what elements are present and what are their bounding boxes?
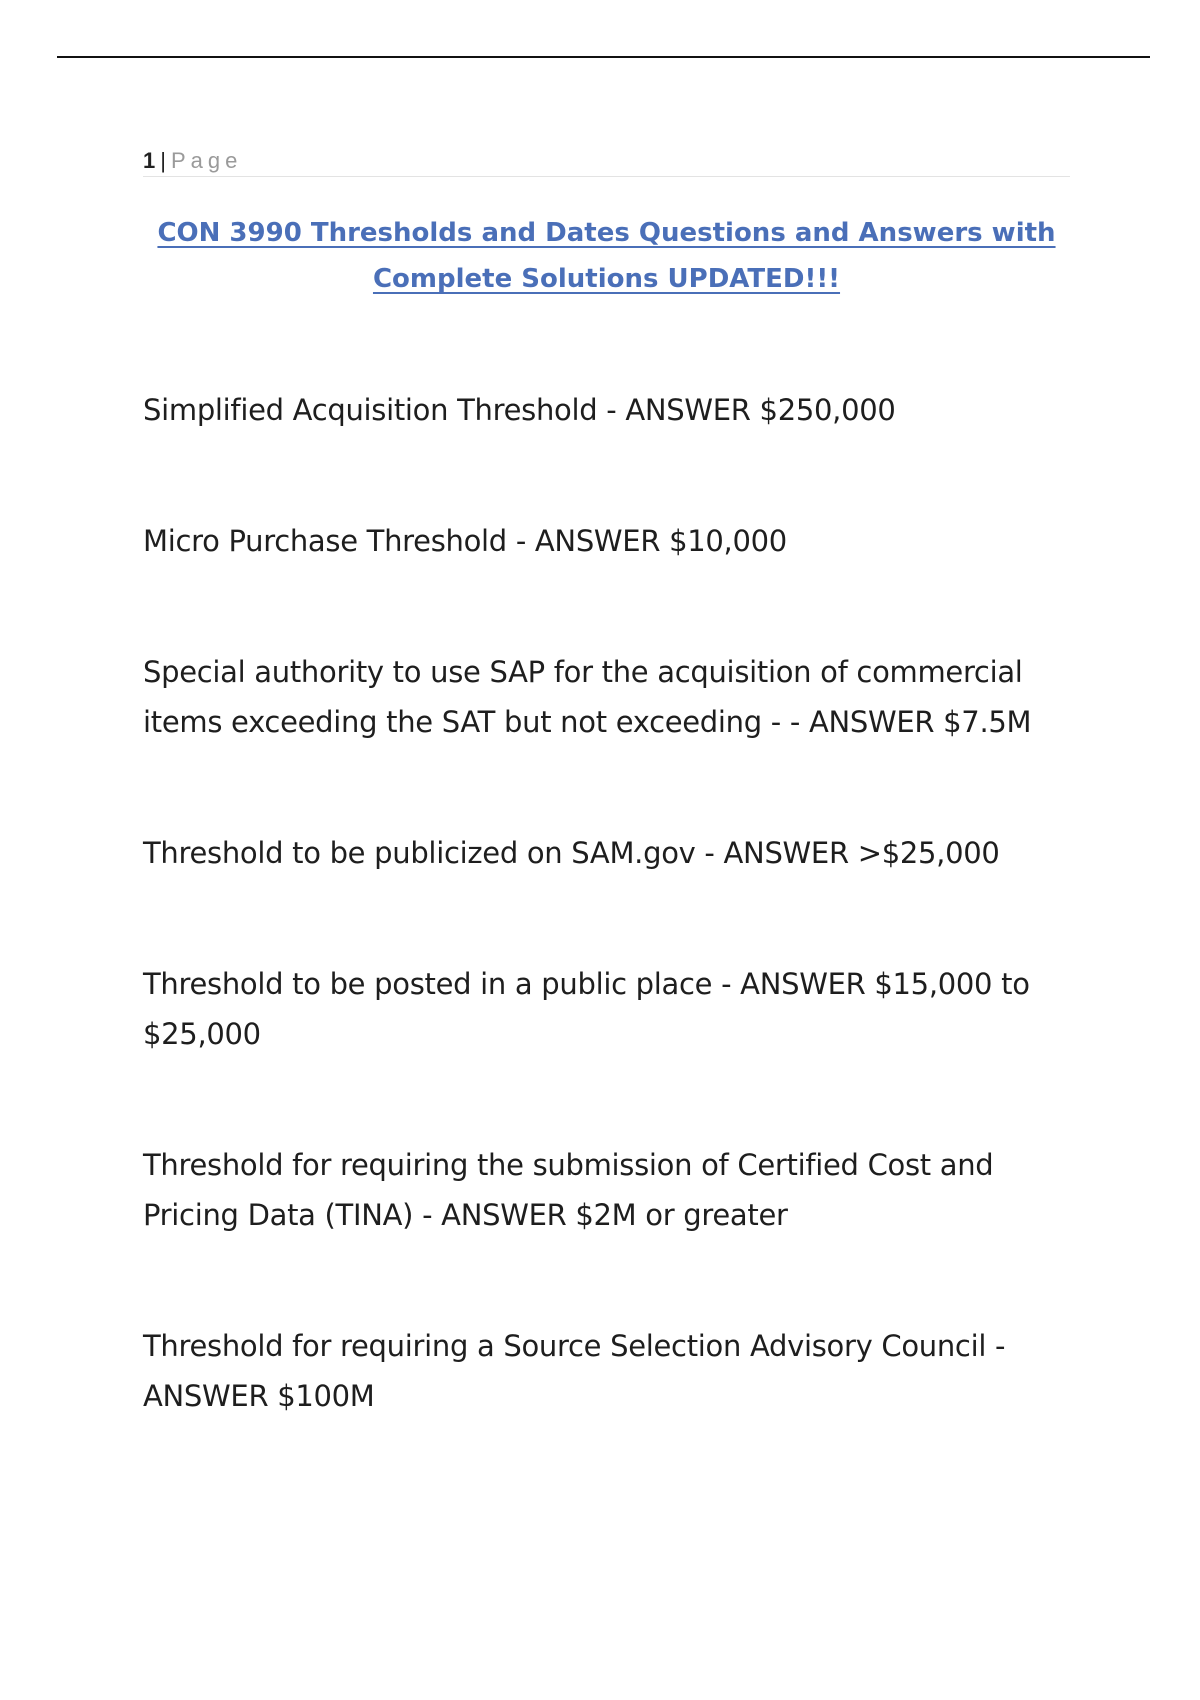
- qa-list: [143, 385, 1070, 1421]
- qa-item-sap-commercial: Special authority to use SAP for the acquisition of commercial items exceeding the SAT but not exceeding - - ANSWER $7.5M: [143, 655, 1032, 739]
- qa-item-public-place: Threshold to be posted in a public place - ANSWER $15,000 to $25,000: [143, 967, 1030, 1051]
- page-number: 1: [143, 148, 157, 173]
- qa-item-micro-purchase: Micro Purchase Threshold - ANSWER $10,000: [143, 524, 787, 558]
- page-header: [143, 146, 1070, 177]
- top-divider: [57, 56, 1150, 58]
- qa-item-tina: Threshold for requiring the submission of Certified Cost and Pricing Data (TINA) - ANSWER $2M or greater: [143, 1148, 994, 1232]
- qa-item-publicized-sam: Threshold to be publicized on SAM.gov - ANSWER >$25,000: [143, 836, 1000, 870]
- page-label: Page: [170, 148, 243, 173]
- qa-item-ssac: Threshold for requiring a Source Selection Advisory Council - ANSWER $100M: [143, 1329, 1006, 1413]
- document-title: CON 3990 Thresholds and Dates Questions and Answers with Complete Solutions UPDATED!!!: [157, 218, 1056, 294]
- qa-item-simplified-acquisition: Simplified Acquisition Threshold - ANSWER $250,000: [143, 393, 896, 427]
- page-separator: |: [160, 148, 167, 173]
